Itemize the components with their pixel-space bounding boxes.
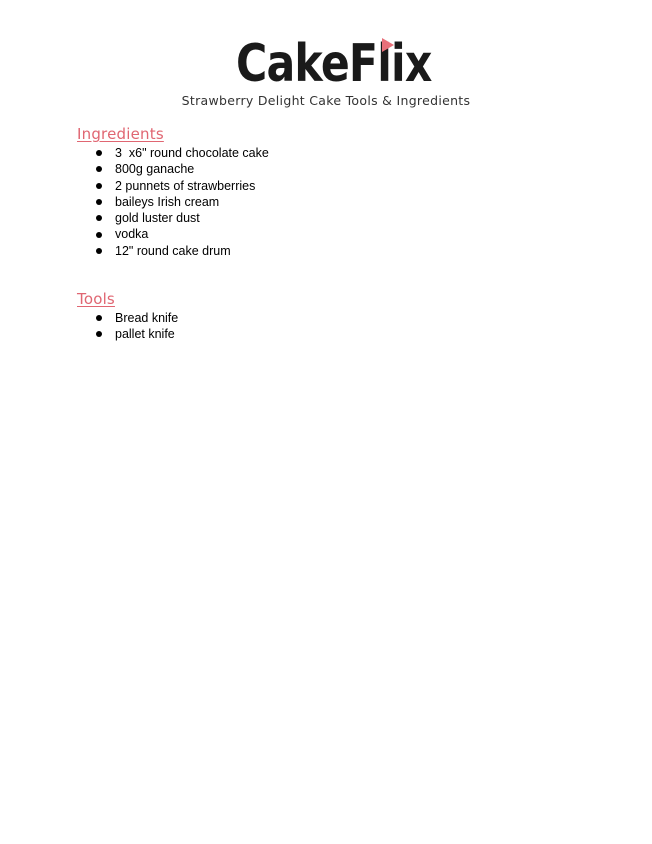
bullet-icon bbox=[96, 150, 102, 156]
list-item bbox=[96, 194, 269, 210]
cakeflix-logo bbox=[236, 36, 474, 92]
list-item-text: vodka bbox=[115, 227, 149, 242]
list-item bbox=[96, 178, 269, 194]
list-item bbox=[96, 145, 269, 161]
bullet-icon bbox=[96, 166, 102, 172]
list-item-text: 2 punnets of strawberries bbox=[115, 178, 256, 193]
list-item-text: 800g ganache bbox=[115, 162, 195, 177]
tools-list bbox=[96, 310, 178, 343]
bullet-icon bbox=[96, 215, 102, 221]
list-item-text: 3 x6" round chocolate cake bbox=[115, 146, 269, 160]
list-item-text: pallet knife bbox=[115, 327, 175, 342]
list-item bbox=[96, 161, 269, 177]
list-item bbox=[96, 210, 269, 226]
list-item bbox=[96, 226, 269, 242]
bullet-icon bbox=[96, 248, 102, 254]
list-item bbox=[96, 326, 178, 342]
ingredients-heading: Ingredients bbox=[77, 125, 164, 143]
bullet-icon bbox=[96, 331, 102, 337]
list-item-text: gold luster dust bbox=[115, 211, 200, 226]
ingredients-list bbox=[96, 145, 269, 259]
list-item bbox=[96, 243, 269, 259]
list-item bbox=[96, 310, 178, 326]
list-item-text: Bread knife bbox=[115, 311, 179, 325]
logo-text: CakeFlix bbox=[236, 34, 432, 94]
bullet-icon bbox=[96, 315, 102, 321]
play-triangle-icon bbox=[382, 38, 394, 52]
list-item-text: 12" round cake drum bbox=[115, 243, 231, 258]
bullet-icon bbox=[96, 232, 102, 238]
bullet-icon bbox=[96, 199, 102, 205]
list-item-text: baileys Irish cream bbox=[115, 194, 220, 209]
tools-heading: Tools bbox=[77, 290, 115, 308]
bullet-icon bbox=[96, 183, 102, 189]
page-subtitle: Strawberry Delight Cake Tools & Ingredients bbox=[181, 93, 471, 108]
